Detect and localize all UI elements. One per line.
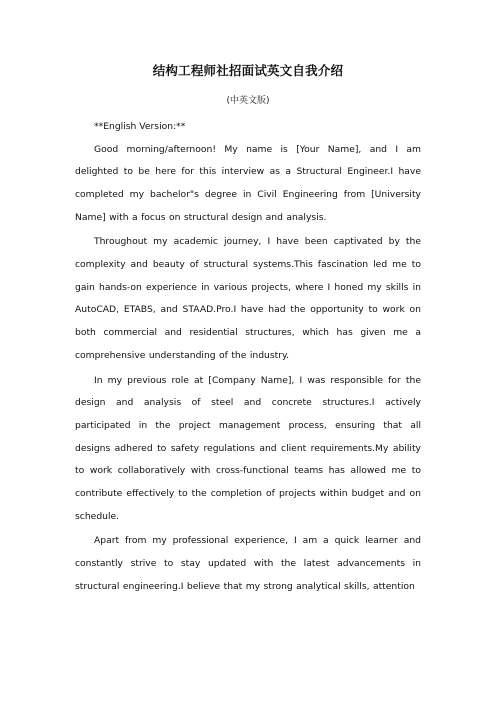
paragraph-greeting: Good morning/afternoon! My name is [Your Name], and I am delighted to be here for this interview as a Structural Engineer.I have completed my bachelor"s degree in Civil Engineering from [University Name] with a focus on structural design and analysis. [75, 143, 421, 223]
version-label: **English Version:** [94, 121, 186, 132]
paragraph-personal-qualities: Apart from my professional experience, I am a quick learner and constantly strive to stay updated with the latest advancements in structural engineering.I believe that my strong analytical skills, attention [75, 535, 421, 592]
document-subtitle: (中英文版) [226, 96, 270, 106]
paragraph-academic: Throughout my academic journey, I have been captivated by the complexity and beauty of structural systems.This fascination led me to gain hands-on experience in various projects, where I honed my skills in AutoCAD, ETABS, and STAAD.Pro.I have had the opportunity to work on both commercial and residential structures, which has given me a comprehensive understanding of the industry. [75, 236, 421, 361]
document-title: 结构工程师社招面试英文自我介绍 [152, 63, 344, 78]
document-page [75, 62, 421, 599]
paragraph-previous-role: In my previous role at [Company Name], I was responsible for the design and analysis of steel and concrete structures.I actively participated in the project management process, ensuring that all designs adhered to safety regulations and client requirements.My ability to work collaboratively with cross-functional teams has allowed me to contribute effectively to the completion of projects within budget and on schedule. [75, 374, 421, 522]
